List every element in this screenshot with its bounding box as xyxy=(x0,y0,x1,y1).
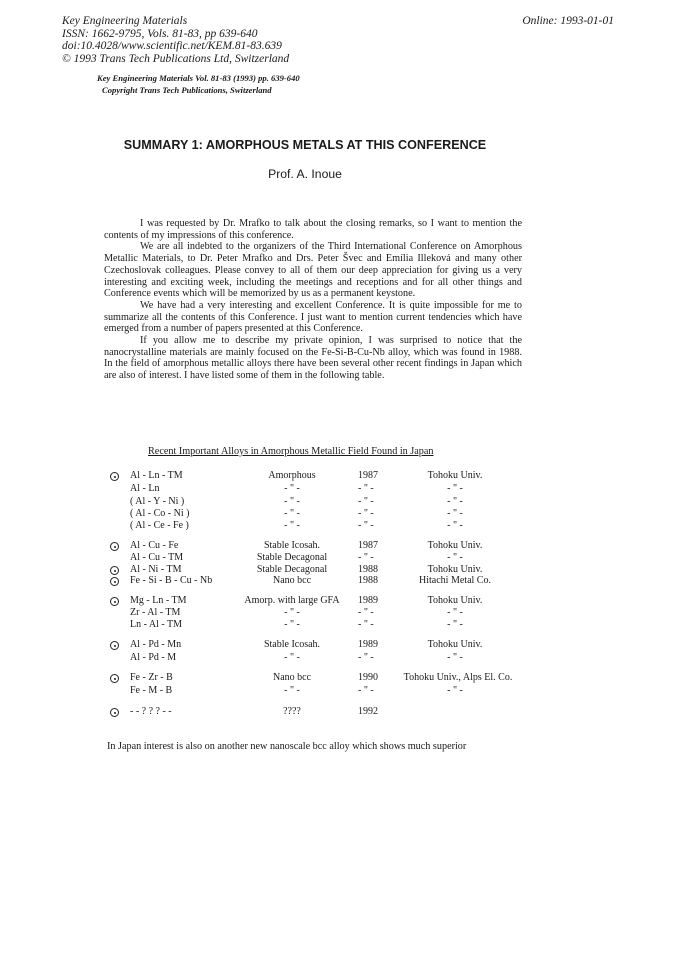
alloy-structure: - " - xyxy=(284,607,300,618)
table-row xyxy=(0,706,600,718)
alloy-structure: - " - xyxy=(284,685,300,696)
alloy-year: - " - xyxy=(358,483,374,494)
alloy-organization: - " - xyxy=(447,685,463,696)
alloy-name: Mg - Ln - TM xyxy=(130,595,187,606)
alloy-name: ( Al - Y - Ni ) xyxy=(130,496,185,507)
alloy-structure: Nano bcc xyxy=(272,575,312,586)
alloy-year: 1990 xyxy=(358,672,378,683)
alloy-year: - " - xyxy=(358,652,374,663)
header-issn: ISSN: 1662-9795, Vols. 81-83, pp 639-640 xyxy=(62,27,258,40)
paragraph-4: If you allow me to describe my private opinion, I was surprised to notice that the nanocrystalline materials are mainly focused on the Fe-Si-B-Cu-Nb alloy, which was found in 1988. In the field of amorphous metallic alloys there have been several other recent findings in Japan which are also of interest. I have listed some of them in the following table. xyxy=(104,335,522,382)
circle-bullet-icon xyxy=(110,566,119,575)
alloy-organization: Tohoku Univ. xyxy=(427,470,483,481)
alloy-structure: Stable Decagonal xyxy=(256,564,328,575)
header-doi: doi:10.4028/www.scientific.net/KEM.81-83.639 xyxy=(62,40,282,52)
alloy-name: ( Al - Ce - Fe ) xyxy=(130,520,189,531)
alloy-structure: ???? xyxy=(283,706,301,717)
alloy-organization: - " - xyxy=(447,508,463,519)
table-row xyxy=(0,685,600,697)
alloy-name: Ln - Al - TM xyxy=(130,619,183,630)
circle-bullet-icon xyxy=(110,641,119,650)
table-row xyxy=(0,552,600,564)
table-row xyxy=(0,540,600,552)
table-row xyxy=(0,575,600,587)
alloy-year: - " - xyxy=(358,508,374,519)
alloy-organization: - " - xyxy=(447,607,463,618)
alloy-year: - " - xyxy=(358,496,374,507)
alloy-structure: - " - xyxy=(284,508,300,519)
table-row xyxy=(0,619,600,631)
alloy-name: Fe - Zr - B xyxy=(130,672,173,683)
alloy-name: Al - Ln - TM xyxy=(130,470,183,481)
header-journal: Key Engineering Materials xyxy=(62,15,188,27)
alloy-structure: Amorphous xyxy=(268,470,316,481)
table-row xyxy=(0,483,600,495)
table-row xyxy=(0,508,600,520)
alloy-organization: - " - xyxy=(447,552,463,563)
alloy-year: 1988 xyxy=(358,564,378,575)
alloy-organization: Tohoku Univ., Alps El. Co. xyxy=(403,672,513,683)
paper-author: Prof. A. Inoue xyxy=(268,167,342,181)
table-row xyxy=(0,639,600,651)
circle-bullet-icon xyxy=(110,674,119,683)
paragraph-2: We are all indebted to the organizers of the Third International Conference on Amorphous Metallic Materials, to Dr. Peter Mrafko and Drs. Peter Švec and Emília Illeková and many other Czechoslovak colleagues. Please convey to all of them our deep appreciation for giving us a very interesting and exciting week, including the meetings and receptions and for all other things and Conference events which will be memorized by us as a permanent keystone. xyxy=(104,241,522,300)
table-row xyxy=(0,496,600,508)
alloy-organization: Tohoku Univ. xyxy=(427,639,483,650)
circle-bullet-icon xyxy=(110,708,119,717)
header-copyright: © 1993 Trans Tech Publications Ltd, Switzerland xyxy=(62,52,290,65)
alloy-structure: Nano bcc xyxy=(272,672,312,683)
alloy-structure: - " - xyxy=(284,496,300,507)
paper-title: SUMMARY 1: AMORPHOUS METALS AT THIS CONFERENCE xyxy=(123,138,487,152)
alloy-year: 1989 xyxy=(358,639,378,650)
alloy-name: Al - Cu - Fe xyxy=(130,540,179,551)
alloy-organization: Tohoku Univ. xyxy=(427,540,483,551)
journal-reference-line2: Copyright Trans Tech Publications, Switzerland xyxy=(102,85,272,95)
alloy-year: 1988 xyxy=(358,575,378,586)
alloy-year: 1987 xyxy=(358,470,378,481)
alloy-name: Fe - Si - B - Cu - Nb xyxy=(130,575,213,586)
journal-reference-line1: Key Engineering Materials Vol. 81-83 (1993) pp. 639-640 xyxy=(97,73,300,83)
alloy-organization: - " - xyxy=(447,652,463,663)
alloy-structure: Stable Icosah. xyxy=(263,639,321,650)
alloy-name: ( Al - Co - Ni ) xyxy=(130,508,190,519)
alloy-name: Al - Ln xyxy=(130,483,160,494)
table-row xyxy=(0,652,600,664)
circle-bullet-icon xyxy=(110,472,119,481)
alloy-structure: - " - xyxy=(284,619,300,630)
alloy-name: Al - Ni - TM xyxy=(130,564,182,575)
alloy-year: 1989 xyxy=(358,595,378,606)
alloy-structure: - " - xyxy=(284,520,300,531)
table-row xyxy=(0,470,600,482)
alloy-year: - " - xyxy=(358,520,374,531)
alloy-name: Al - Pd - Mn xyxy=(130,639,182,650)
alloy-structure: - " - xyxy=(284,652,300,663)
alloy-year: - " - xyxy=(358,552,374,563)
alloy-structure: Amorp. with large GFA xyxy=(244,595,340,606)
alloy-name: Zr - Al - TM xyxy=(130,607,181,618)
paragraph-1: I was requested by Dr. Mrafko to talk about the closing remarks, so I want to mention the contents of my impressions of this conference. xyxy=(104,218,522,241)
header-online-date: Online: 1993-01-01 xyxy=(522,15,614,27)
alloy-year: - " - xyxy=(358,607,374,618)
circle-bullet-icon xyxy=(110,597,119,606)
alloy-organization: - " - xyxy=(447,619,463,630)
alloy-organization: Hitachi Metal Co. xyxy=(419,575,491,586)
alloy-organization: - " - xyxy=(447,483,463,494)
table-row xyxy=(0,595,600,607)
alloy-structure: Stable Decagonal xyxy=(256,552,328,563)
alloy-name: Al - Cu - TM xyxy=(130,552,184,563)
alloy-organization: Tohoku Univ. xyxy=(427,564,483,575)
alloy-year: 1987 xyxy=(358,540,378,551)
table-caption: Recent Important Alloys in Amorphous Metallic Field Found in Japan xyxy=(148,446,434,457)
alloy-structure: - " - xyxy=(284,483,300,494)
table-row xyxy=(0,672,600,684)
circle-bullet-icon xyxy=(110,577,119,586)
alloy-organization: - " - xyxy=(447,496,463,507)
alloy-year: 1992 xyxy=(358,706,378,717)
alloy-organization: Tohoku Univ. xyxy=(427,595,483,606)
alloy-name: - - ? ? ? - - xyxy=(130,706,172,717)
closing-line: In Japan interest is also on another new nanoscale bcc alloy which shows much superior xyxy=(107,741,467,752)
table-row xyxy=(0,520,600,532)
circle-bullet-icon xyxy=(110,542,119,551)
table-row xyxy=(0,607,600,619)
paragraph-3: We have had a very interesting and excellent Conference. It is quite impossible for me to summarize all the contents of this Conference. I just want to mention current tendencies which have emerged from a number of papers presented at this Conference. xyxy=(104,299,522,335)
alloy-name: Al - Pd - M xyxy=(130,652,177,663)
alloy-organization: - " - xyxy=(447,520,463,531)
alloy-structure: Stable Icosah. xyxy=(263,540,321,551)
alloy-year: - " - xyxy=(358,685,374,696)
alloy-name: Fe - M - B xyxy=(130,685,173,696)
alloy-year: - " - xyxy=(358,619,374,630)
